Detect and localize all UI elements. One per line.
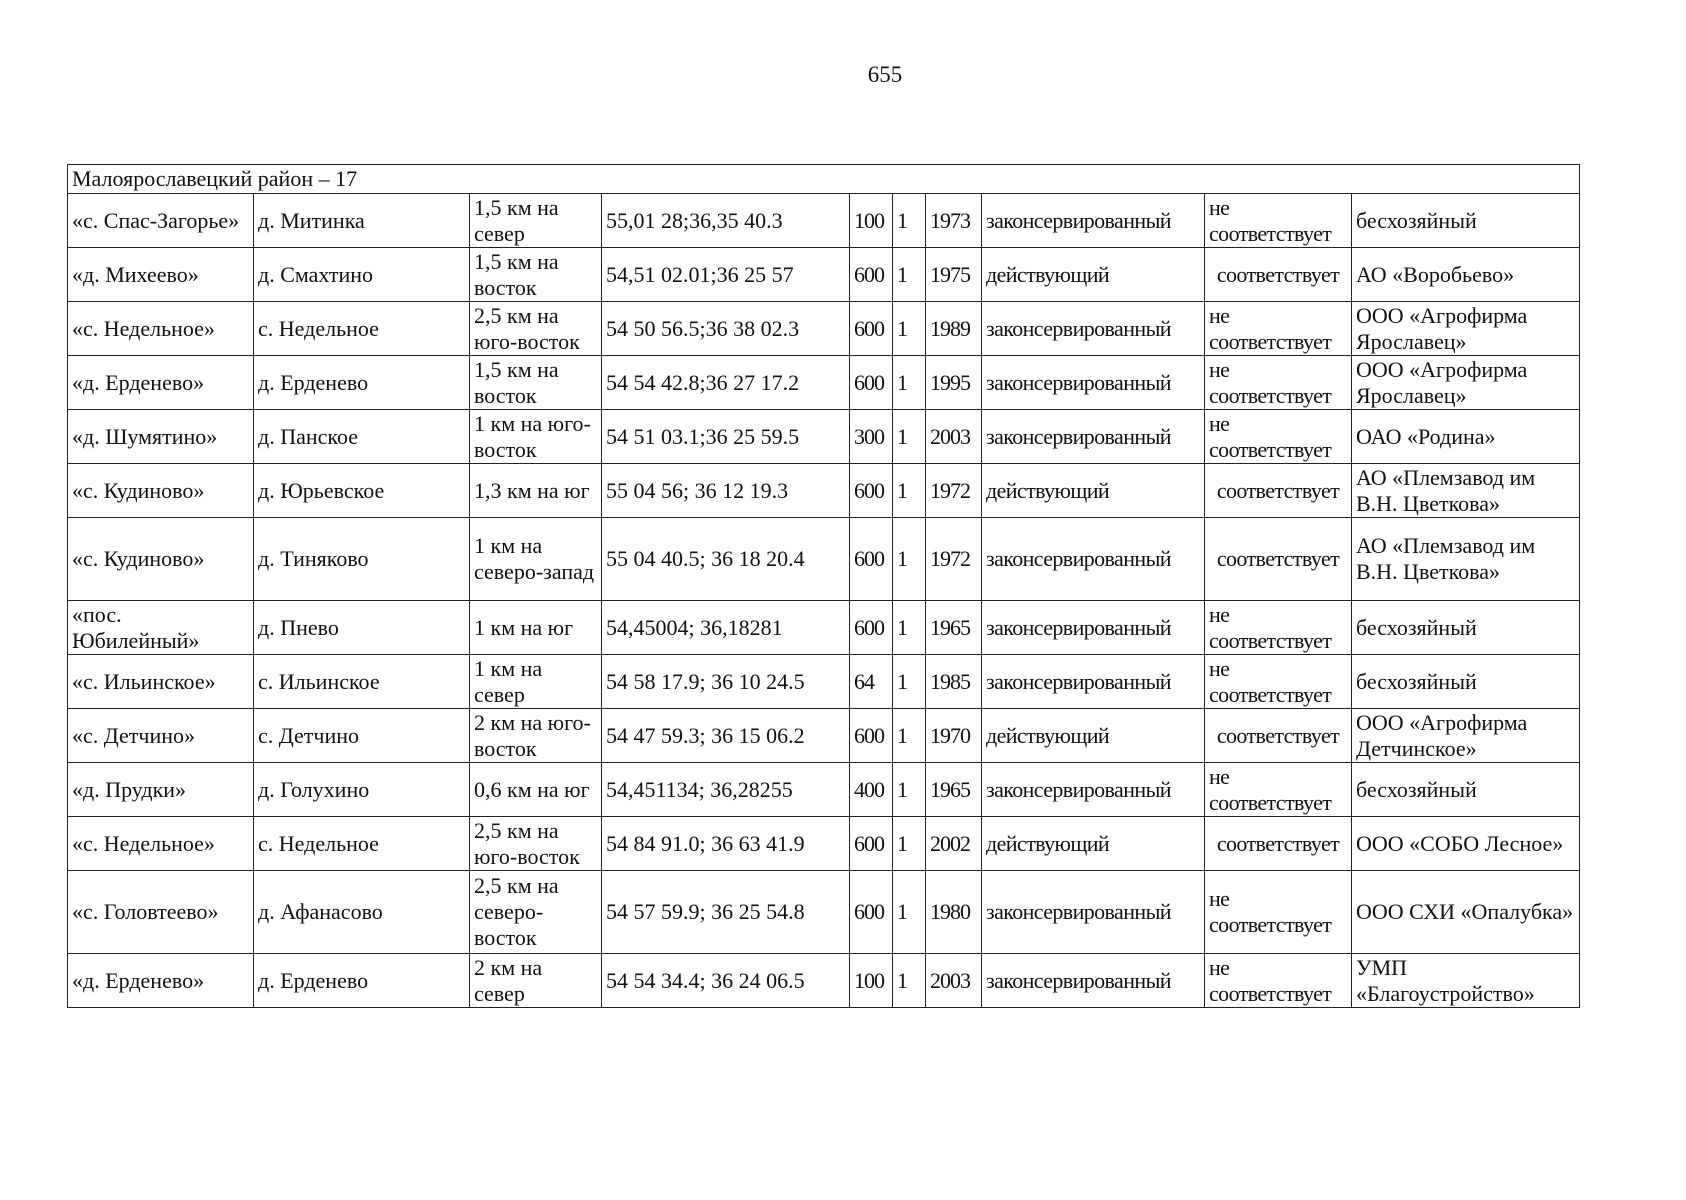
- locality-cell: д. Ерденево: [254, 954, 470, 1008]
- settlement-cell: «с. Детчино»: [68, 709, 254, 763]
- count-cell: 1: [893, 871, 926, 954]
- table-row: [68, 302, 1580, 356]
- year-cell: 1985: [926, 655, 982, 709]
- volume-cell: 600: [850, 518, 893, 601]
- settlement-cell: «д. Ерденево»: [68, 954, 254, 1008]
- direction-cell: 2 км на юго-восток: [470, 709, 602, 763]
- status-cell: законсервированный: [982, 302, 1205, 356]
- volume-cell: 600: [850, 302, 893, 356]
- settlement-cell: «с. Кудиново»: [68, 464, 254, 518]
- year-cell: 1973: [926, 194, 982, 248]
- table-row: [68, 871, 1580, 954]
- settlement-cell: «д. Ерденево»: [68, 356, 254, 410]
- volume-cell: 600: [850, 356, 893, 410]
- count-cell: 1: [893, 601, 926, 655]
- settlement-cell: «с. Недельное»: [68, 302, 254, 356]
- page-number: 655: [867, 62, 903, 87]
- owner-cell: ООО СХИ «Опалубка»: [1352, 871, 1580, 954]
- locality-cell: д. Голухино: [254, 763, 470, 817]
- owner-cell: бесхозяйный: [1352, 763, 1580, 817]
- direction-cell: 1,3 км на юг: [470, 464, 602, 518]
- coordinates-cell: 54 50 56.5;36 38 02.3: [602, 302, 850, 356]
- settlement-cell: «пос. Юбилейный»: [68, 601, 254, 655]
- owner-cell: ООО «Агрофирма Ярославец»: [1352, 356, 1580, 410]
- year-cell: 2002: [926, 817, 982, 871]
- coordinates-cell: 54 57 59.9; 36 25 54.8: [602, 871, 850, 954]
- year-cell: 1965: [926, 763, 982, 817]
- table-row: [68, 464, 1580, 518]
- volume-cell: 600: [850, 464, 893, 518]
- compliance-cell: не соответствует: [1205, 356, 1352, 410]
- count-cell: 1: [893, 302, 926, 356]
- locality-cell: с. Ильинское: [254, 655, 470, 709]
- direction-cell: 1,5 км на восток: [470, 356, 602, 410]
- coordinates-cell: 54,45004; 36,18281: [602, 601, 850, 655]
- year-cell: 1965: [926, 601, 982, 655]
- compliance-cell: соответствует: [1205, 817, 1352, 871]
- status-cell: законсервированный: [982, 954, 1205, 1008]
- owner-cell: бесхозяйный: [1352, 655, 1580, 709]
- direction-cell: 2,5 км на северо-восток: [470, 871, 602, 954]
- year-cell: 1995: [926, 356, 982, 410]
- coordinates-cell: 54 54 42.8;36 27 17.2: [602, 356, 850, 410]
- locality-cell: д. Тиняково: [254, 518, 470, 601]
- settlement-cell: «с. Головтеево»: [68, 871, 254, 954]
- locality-cell: д. Панское: [254, 410, 470, 464]
- coordinates-cell: 55,01 28;36,35 40.3: [602, 194, 850, 248]
- owner-cell: АО «Племзавод им В.Н. Цветкова»: [1352, 464, 1580, 518]
- owner-cell: бесхозяйный: [1352, 194, 1580, 248]
- count-cell: 1: [893, 194, 926, 248]
- year-cell: 1980: [926, 871, 982, 954]
- compliance-cell: соответствует: [1205, 464, 1352, 518]
- table-row: [68, 655, 1580, 709]
- table-row: [68, 410, 1580, 464]
- count-cell: 1: [893, 954, 926, 1008]
- volume-cell: 100: [850, 954, 893, 1008]
- settlement-cell: «д. Михеево»: [68, 248, 254, 302]
- settlement-cell: «д. Прудки»: [68, 763, 254, 817]
- locality-cell: д. Юрьевское: [254, 464, 470, 518]
- year-cell: 2003: [926, 410, 982, 464]
- volume-cell: 600: [850, 601, 893, 655]
- status-cell: законсервированный: [982, 601, 1205, 655]
- year-cell: 2003: [926, 954, 982, 1008]
- direction-cell: 1,5 км на север: [470, 194, 602, 248]
- status-cell: законсервированный: [982, 194, 1205, 248]
- count-cell: 1: [893, 709, 926, 763]
- count-cell: 1: [893, 410, 926, 464]
- table-row: [68, 194, 1580, 248]
- volume-cell: 600: [850, 871, 893, 954]
- count-cell: 1: [893, 817, 926, 871]
- year-cell: 1972: [926, 464, 982, 518]
- compliance-cell: не соответствует: [1205, 410, 1352, 464]
- direction-cell: 1 км на северо-запад: [470, 518, 602, 601]
- year-cell: 1970: [926, 709, 982, 763]
- direction-cell: 2,5 км на юго-восток: [470, 817, 602, 871]
- owner-cell: бесхозяйный: [1352, 601, 1580, 655]
- volume-cell: 100: [850, 194, 893, 248]
- locality-cell: с. Детчино: [254, 709, 470, 763]
- status-cell: действующий: [982, 248, 1205, 302]
- coordinates-cell: 54 47 59.3; 36 15 06.2: [602, 709, 850, 763]
- status-cell: действующий: [982, 464, 1205, 518]
- direction-cell: 1 км на север: [470, 655, 602, 709]
- direction-cell: 2 км на север: [470, 954, 602, 1008]
- owner-cell: ООО «Агрофирма Ярославец»: [1352, 302, 1580, 356]
- locality-cell: д. Митинка: [254, 194, 470, 248]
- compliance-cell: не соответствует: [1205, 763, 1352, 817]
- count-cell: 1: [893, 763, 926, 817]
- compliance-cell: не соответствует: [1205, 302, 1352, 356]
- table-row: [68, 601, 1580, 655]
- status-cell: законсервированный: [982, 763, 1205, 817]
- table-row: [68, 954, 1580, 1008]
- table-row: [68, 248, 1580, 302]
- locality-cell: с. Недельное: [254, 817, 470, 871]
- settlement-cell: «с. Недельное»: [68, 817, 254, 871]
- direction-cell: 1,5 км на восток: [470, 248, 602, 302]
- compliance-cell: не соответствует: [1205, 954, 1352, 1008]
- direction-cell: 0,6 км на юг: [470, 763, 602, 817]
- direction-cell: 1 км на юго-восток: [470, 410, 602, 464]
- year-cell: 1972: [926, 518, 982, 601]
- status-cell: законсервированный: [982, 410, 1205, 464]
- volume-cell: 300: [850, 410, 893, 464]
- volume-cell: 600: [850, 817, 893, 871]
- coordinates-cell: 54 54 34.4; 36 24 06.5: [602, 954, 850, 1008]
- coordinates-cell: 54 58 17.9; 36 10 24.5: [602, 655, 850, 709]
- coordinates-cell: 54 51 03.1;36 25 59.5: [602, 410, 850, 464]
- compliance-cell: не соответствует: [1205, 194, 1352, 248]
- table-row: [68, 817, 1580, 871]
- table-row: [68, 518, 1580, 601]
- status-cell: законсервированный: [982, 871, 1205, 954]
- settlement-cell: «д. Шумятино»: [68, 410, 254, 464]
- count-cell: 1: [893, 464, 926, 518]
- status-cell: действующий: [982, 709, 1205, 763]
- status-cell: законсервированный: [982, 356, 1205, 410]
- status-cell: законсервированный: [982, 518, 1205, 601]
- coordinates-cell: 54,451134; 36,28255: [602, 763, 850, 817]
- status-cell: действующий: [982, 817, 1205, 871]
- owner-cell: АО «Племзавод им В.Н. Цветкова»: [1352, 518, 1580, 601]
- direction-cell: 2,5 км на юго-восток: [470, 302, 602, 356]
- region-header: Малоярославецкий район – 17: [68, 165, 1580, 194]
- volume-cell: 400: [850, 763, 893, 817]
- compliance-cell: соответствует: [1205, 248, 1352, 302]
- owner-cell: ООО «Агрофирма Детчинское»: [1352, 709, 1580, 763]
- direction-cell: 1 км на юг: [470, 601, 602, 655]
- coordinates-cell: 54 84 91.0; 36 63 41.9: [602, 817, 850, 871]
- count-cell: 1: [893, 518, 926, 601]
- count-cell: 1: [893, 356, 926, 410]
- year-cell: 1989: [926, 302, 982, 356]
- count-cell: 1: [893, 248, 926, 302]
- count-cell: 1: [893, 655, 926, 709]
- volume-cell: 64: [850, 655, 893, 709]
- owner-cell: ОАО «Родина»: [1352, 410, 1580, 464]
- owner-cell: ООО «СОБО Лесное»: [1352, 817, 1580, 871]
- settlement-cell: «с. Спас-Загорье»: [68, 194, 254, 248]
- locality-cell: д. Пнево: [254, 601, 470, 655]
- compliance-cell: соответствует: [1205, 518, 1352, 601]
- coordinates-cell: 55 04 56; 36 12 19.3: [602, 464, 850, 518]
- volume-cell: 600: [850, 709, 893, 763]
- compliance-cell: соответствует: [1205, 709, 1352, 763]
- coordinates-cell: 54,51 02.01;36 25 57: [602, 248, 850, 302]
- locality-cell: д. Ерденево: [254, 356, 470, 410]
- compliance-cell: не соответствует: [1205, 871, 1352, 954]
- table-row: [68, 709, 1580, 763]
- volume-cell: 600: [850, 248, 893, 302]
- cattle-burial-sites-table: [67, 164, 1580, 1008]
- settlement-cell: «с. Кудиново»: [68, 518, 254, 601]
- locality-cell: с. Недельное: [254, 302, 470, 356]
- table-row: [68, 356, 1580, 410]
- region-header-row: [68, 165, 1580, 194]
- locality-cell: д. Смахтино: [254, 248, 470, 302]
- owner-cell: АО «Воробьево»: [1352, 248, 1580, 302]
- coordinates-cell: 55 04 40.5; 36 18 20.4: [602, 518, 850, 601]
- year-cell: 1975: [926, 248, 982, 302]
- compliance-cell: не соответствует: [1205, 655, 1352, 709]
- table-row: [68, 763, 1580, 817]
- owner-cell: УМП «Благоустройство»: [1352, 954, 1580, 1008]
- locality-cell: д. Афанасово: [254, 871, 470, 954]
- compliance-cell: не соответствует: [1205, 601, 1352, 655]
- status-cell: законсервированный: [982, 655, 1205, 709]
- settlement-cell: «с. Ильинское»: [68, 655, 254, 709]
